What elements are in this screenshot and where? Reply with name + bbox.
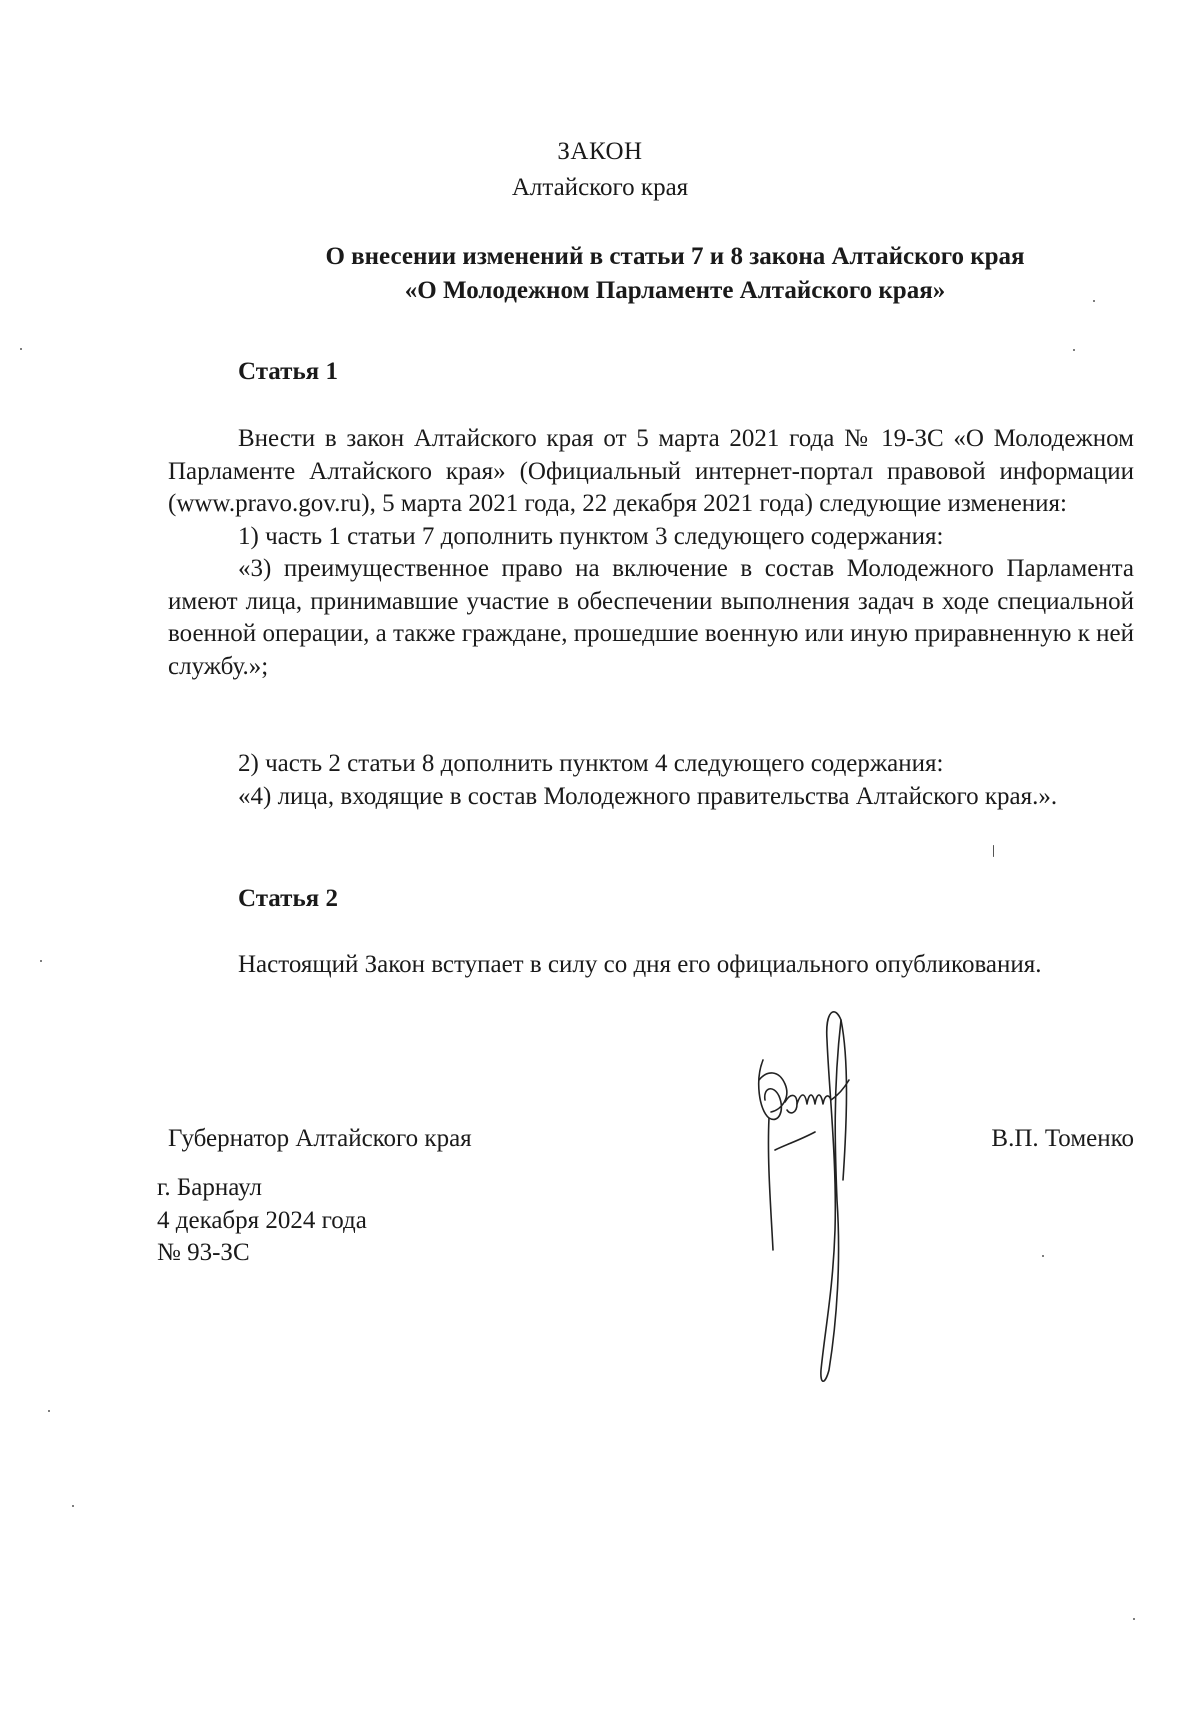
document-region: Алтайского края (511, 174, 689, 201)
scan-speck (1093, 300, 1095, 302)
document-type: ЗАКОН (557, 138, 643, 165)
article-1-item-1-text: «3) преимущественное право на включение в состав Молодежного Парламента имеют лица, принимавшие участие в обеспечении выполнения задач в ходе специальной военной операции, а также граждане, прошедшие военную или иную приравненную к ней службу.»; (168, 555, 1134, 680)
scan-speck (993, 845, 994, 857)
article-1-intro: Внести в закон Алтайского края от 5 марта 2021 года № 19-ЗС «О Молодежном Парламенте Алтайского края» (Официальный интернет-портал правовой информации (www.pravo.gov.ru), 5 марта 2021 года, 22 декабря 2021 года) следующие изменения: (168, 425, 1134, 517)
article-1-heading: Статья 1 (238, 358, 338, 385)
scan-speck (1042, 1255, 1044, 1257)
scan-speck (72, 1505, 74, 1507)
scan-speck (1133, 1618, 1135, 1620)
article-2-heading: Статья 2 (238, 885, 338, 912)
article-1-item-2-text: «4) лица, входящие в состав Молодежного правительства Алтайского края.». (238, 782, 1058, 810)
signing-place: г. Барнаул (157, 1174, 262, 1201)
handwritten-signature (745, 1000, 925, 1390)
signer-name: В.П. Томенко (991, 1125, 1134, 1152)
law-title-line-2: «О Молодежном Парламенте Алтайского края» (404, 277, 946, 304)
article-1-item-1: 1) часть 1 статьи 7 дополнить пунктом 3 следующего содержания: (238, 522, 944, 550)
scan-speck (40, 960, 42, 962)
scan-speck (20, 348, 22, 350)
scan-speck (48, 1410, 50, 1412)
article-1-item-2: 2) часть 2 статьи 8 дополнить пунктом 4 следующего содержания: (238, 750, 944, 777)
signer-position: Губернатор Алтайского края (168, 1125, 472, 1152)
law-title (250, 240, 1100, 308)
article-2-text: Настоящий Закон вступает в силу со дня его официального опубликования. (238, 951, 1042, 978)
law-title-line-1: О внесении изменений в статьи 7 и 8 закона Алтайского края (325, 243, 1025, 270)
place-date-block (157, 1172, 367, 1270)
law-number: № 93-ЗС (157, 1239, 250, 1266)
article-1-body-continued (168, 748, 1134, 813)
article-2-body (168, 949, 1134, 982)
signing-date: 4 декабря 2024 года (157, 1206, 367, 1234)
article-1-body (168, 423, 1134, 683)
scan-speck (1073, 349, 1075, 351)
